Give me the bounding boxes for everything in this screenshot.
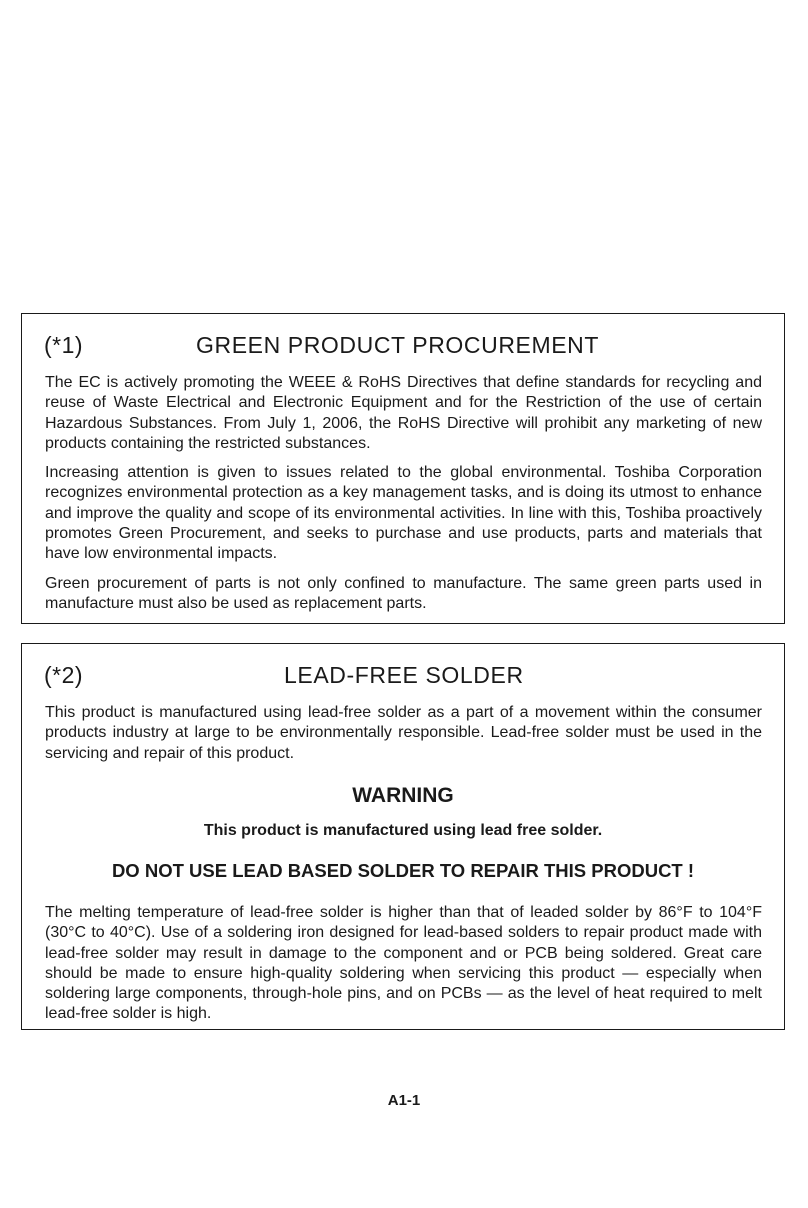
paragraph: This product is manufactured using lead-free solder as a part of a movement within the consumer products industry at large to be environmentally responsible. Lead-free solder must be used in the servicing and repair of this product. — [45, 704, 762, 762]
paragraph: The EC is actively promoting the WEEE & RoHS Directives that define standards for recycling and reuse of Waste Electrical and Electronic Equipment and for the Restriction of the use of certain Hazardous Substances. From July 1, 2006, the RoHS Directive will prohibit any marketing of new products containing the restricted substances. — [45, 374, 762, 452]
warning-subtitle: This product is manufactured using lead free solder. — [203, 822, 603, 839]
section-heading — [44, 662, 762, 692]
section-title: LEAD-FREE SOLDER — [284, 662, 524, 688]
warning-caps: DO NOT USE LEAD BASED SOLDER TO REPAIR THIS PRODUCT ! — [111, 860, 695, 881]
section-number: (*1) — [44, 332, 84, 358]
green-procurement-section — [21, 313, 785, 624]
section-number: (*2) — [44, 662, 84, 688]
paragraph: Increasing attention is given to issues related to the global environmental. Toshiba Corporation recognizes environmental protection as a key management tasks, and is doing its utmost to enhance and improve the quality and scope of its environmental activities. In line with this, Toshiba proactively promotes Green Procurement, and seeks to purchase and use products, parts and materials that have low environmental impacts. — [45, 464, 762, 563]
paragraph: Green procurement of parts is not only confined to manufacture. The same green parts used in manufacture must also be used as replacement parts. — [45, 575, 762, 613]
lead-free-solder-section — [21, 643, 785, 1030]
page-number: A1-1 — [387, 1092, 421, 1109]
section-heading — [44, 332, 762, 362]
warning-title: WARNING — [352, 784, 454, 807]
section-title: GREEN PRODUCT PROCUREMENT — [196, 332, 600, 358]
paragraph: The melting temperature of lead-free solder is higher than that of leaded solder by 86°F to 104°F (30°C to 40°C). Use of a soldering iron designed for lead-based solders to repair product made with lead-free solder may result in damage to the component and or PCB being soldered. Great care should be made to ensure high-quality soldering when servicing this product — especially when soldering large components, through-hole pins, and on PCBs — as the level of heat required to melt lead-free solder is high. — [45, 904, 762, 1023]
